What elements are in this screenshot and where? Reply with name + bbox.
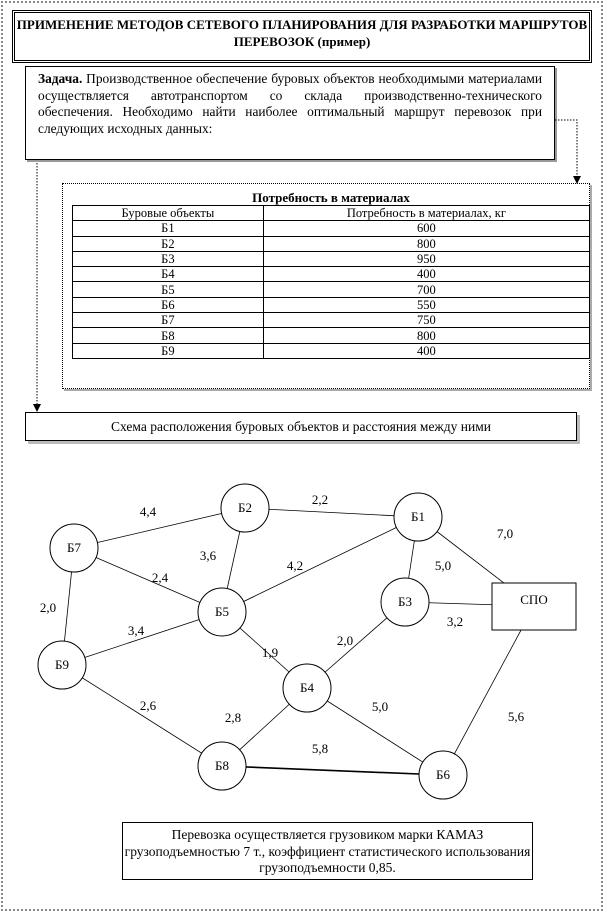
object-cell: Б5 (73, 282, 264, 297)
node-label: Б8 (215, 758, 229, 773)
demand-cell: 550 (263, 297, 589, 312)
node-Б6 (419, 751, 467, 799)
node-Б2 (221, 484, 269, 532)
edge-distance-label: 5,8 (311, 741, 329, 756)
node-label: Б1 (411, 509, 425, 524)
node-label: Б7 (67, 540, 81, 555)
node-СПО (492, 583, 576, 630)
demand-cell: 750 (263, 313, 589, 328)
edge-СПО-Б6 (443, 606, 534, 775)
node-label: Б3 (398, 594, 412, 609)
arrowhead-icon (573, 176, 581, 184)
edge-distance-label: 1,9 (261, 645, 279, 660)
node-Б3 (381, 578, 429, 626)
edge-distance-label: 4,2 (286, 558, 304, 573)
edge-Б7-Б2 (74, 508, 245, 548)
object-cell: Б8 (73, 328, 264, 343)
edge-distance-label: 2,8 (224, 710, 242, 725)
demand-cell: 700 (263, 282, 589, 297)
edge-distance-label: 2,4 (151, 570, 169, 585)
demand-cell: 400 (263, 343, 589, 358)
node-Б1 (394, 493, 442, 541)
flow-arrows (37, 120, 577, 404)
edge-Б9-Б8 (62, 665, 222, 766)
arrowhead-icon (33, 404, 41, 412)
node-Б8 (198, 742, 246, 790)
object-cell: Б2 (73, 236, 264, 251)
object-cell: Б3 (73, 251, 264, 266)
edge-Б9-Б5 (62, 612, 222, 665)
demand-cell: 800 (263, 328, 589, 343)
column-header: Потребность в материалах, кг (263, 206, 589, 221)
node-label: Б5 (215, 604, 229, 619)
edge-distance-label: 7,0 (496, 526, 514, 541)
edge-distance-label: 2,0 (336, 633, 354, 648)
edge-distance-label: 2,0 (39, 600, 57, 615)
table-caption: Потребность в материалах (252, 190, 410, 205)
column-header: Буровые объекты (73, 206, 264, 221)
node-label: Б2 (238, 500, 252, 515)
edge-distance-label: 3,2 (446, 614, 464, 629)
edge-distance-label: 2,6 (139, 698, 157, 713)
object-cell: Б4 (73, 267, 264, 282)
node-Б9 (38, 641, 86, 689)
task-text: Производственное обеспечение буровых объектов необходимыми материалами осуществляется автотранспортом со склада производственно-технического обеспечения. Необходимо найти наиболее оптимальный маршрут перевозок при следующих исходных данных: (38, 71, 542, 136)
node-label: Б6 (436, 767, 450, 782)
demand-cell: 600 (263, 221, 589, 236)
edge-Б2-Б1 (245, 508, 418, 517)
edge-distance-label: 3,6 (199, 548, 217, 563)
node-label: Б4 (300, 680, 314, 695)
object-cell: Б7 (73, 313, 264, 328)
object-cell: Б1 (73, 221, 264, 236)
demand-cell: 950 (263, 251, 589, 266)
demand-cell: 400 (263, 267, 589, 282)
demand-cell: 800 (263, 236, 589, 251)
edge-distance-label: 5,6 (507, 709, 525, 724)
edge-distance-label: 2,2 (311, 492, 329, 507)
node-label: СПО (520, 592, 548, 607)
node-Б7 (50, 524, 98, 572)
page-title: ПРИМЕНЕНИЕ МЕТОДОВ СЕТЕВОГО ПЛАНИРОВАНИЯ ДЛЯ РАЗРАБОТКИ МАРШРУТОВ ПЕРЕВОЗОК (пример) (12, 10, 592, 63)
node-Б4 (283, 664, 331, 712)
edge-distance-label: 5,0 (434, 558, 452, 573)
object-cell: Б6 (73, 297, 264, 312)
object-cell: Б9 (73, 343, 264, 358)
edge-distance-label: 4,4 (139, 504, 157, 519)
scheme-title: Схема расположения буровых объектов и расстояния между ними (25, 412, 577, 441)
node-label: Б9 (55, 657, 69, 672)
arrow-to-table (555, 120, 577, 176)
task-label: Задача. (38, 71, 83, 86)
edge-distance-label: 3,4 (127, 623, 145, 638)
transport-note: Перевозка осуществляется грузовиком марки КАМАЗ грузоподъемностью 7 т., коэффициент статистического использования грузоподъемности 0,85. (122, 822, 533, 880)
edge-Б8-Б6 (222, 766, 443, 775)
node-Б5 (198, 588, 246, 636)
edge-distance-label: 5,0 (371, 699, 389, 714)
